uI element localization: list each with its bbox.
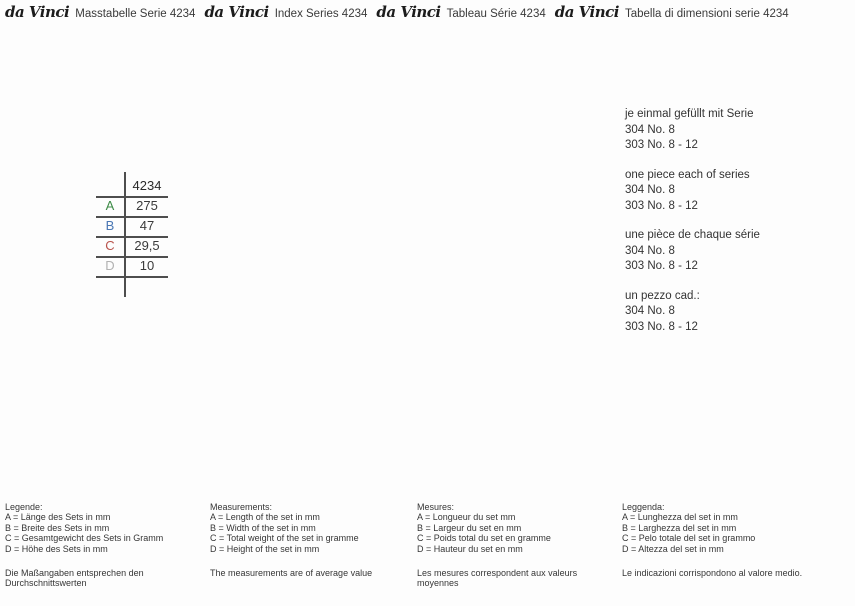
dimension-table — [96, 172, 168, 297]
legend-column-de — [5, 502, 210, 589]
legend-note: Le indicazioni corrispondono al valore medio. — [622, 568, 803, 579]
row-value-a: 275 — [136, 198, 158, 213]
contents-line: 304 No. 8 — [625, 244, 675, 257]
contents-paragraph-en — [625, 168, 835, 215]
row-label-d: D — [105, 258, 115, 273]
davinci-logo: da Vinci — [5, 3, 70, 21]
header-title-fr: Tableau Série 4234 — [446, 8, 546, 20]
contents-paragraph-fr — [625, 228, 835, 275]
header-title-it: Tabella di dimensioni serie 4234 — [625, 8, 789, 20]
legend-section — [5, 502, 855, 589]
row-value-c: 29,5 — [134, 238, 160, 253]
contents-paragraph-it — [625, 289, 835, 336]
legend-item: C = Pelo totale del set in grammo — [622, 533, 756, 544]
contents-paragraph-de — [625, 107, 835, 154]
contents-line: one piece each of series — [625, 168, 750, 181]
header-group-it — [555, 3, 789, 21]
header-group-fr — [376, 3, 545, 21]
legend-item: B = Largeur du set en mm — [417, 522, 522, 533]
legend-item: D = Höhe des Sets in mm — [5, 543, 108, 554]
contents-line: une pièce de chaque série — [625, 229, 760, 241]
legend-column-it — [622, 502, 842, 589]
contents-line: 303 No. 8 - 12 — [625, 139, 698, 151]
legend-item: A = Longueur du set mm — [417, 512, 516, 523]
legend-item: C = Gesamtgewicht des Sets in Gramm — [5, 533, 164, 544]
row-value-d: 10 — [139, 258, 155, 273]
legend-item: D = Altezza del set in mm — [622, 543, 724, 554]
davinci-logo: da Vinci — [204, 3, 269, 21]
legend-title: Measurements: — [210, 502, 273, 512]
contents-line: je einmal gefüllt mit Serie — [625, 108, 754, 120]
row-label-a: A — [105, 198, 115, 213]
legend-title: Leggenda: — [622, 502, 665, 512]
series-number-header: 4234 — [132, 178, 162, 193]
legend-item: C = Poids total du set en gramme — [417, 533, 551, 544]
set-contents-block — [625, 107, 835, 349]
legend-note: Die Maßangaben entsprechen den Durchschnittswerten — [5, 568, 144, 589]
legend-title: Mesures: — [417, 502, 455, 512]
legend-item: C = Total weight of the set in gramme — [210, 533, 359, 544]
legend-item: A = Lunghezza del set in mm — [622, 512, 738, 523]
legend-note: Les mesures correspondent aux valeurs moyennes — [417, 568, 578, 589]
contents-line: 304 No. 8 — [625, 123, 675, 136]
davinci-logo: da Vinci — [554, 3, 619, 21]
legend-column-fr — [417, 502, 622, 589]
legend-item: A = Länge des Sets in mm — [5, 512, 111, 523]
legend-note: The measurements are of average value — [210, 568, 373, 579]
row-label-c: C — [105, 238, 115, 253]
row-label-b: B — [105, 218, 115, 233]
table-rule — [96, 276, 168, 278]
contents-line: un pezzo cad.: — [625, 289, 700, 302]
contents-line: 303 No. 8 - 12 — [625, 260, 698, 272]
legend-item: B = Larghezza del set in mm — [622, 522, 737, 533]
contents-line: 303 No. 8 - 12 — [625, 199, 698, 212]
legend-item: B = Width of the set in mm — [210, 522, 316, 533]
header-title-de: Masstabelle Serie 4234 — [75, 8, 196, 20]
legend-title: Legende: — [5, 502, 43, 512]
header-group-en — [204, 3, 367, 21]
legend-item: A = Length of the set in mm — [210, 512, 320, 523]
page-header — [5, 3, 851, 21]
contents-line: 304 No. 8 — [625, 305, 675, 317]
legend-item: D = Height of the set in mm — [210, 543, 320, 554]
legend-item: B = Breite des Sets in mm — [5, 522, 110, 533]
header-title-en: Index Series 4234 — [274, 8, 368, 20]
contents-line: 303 No. 8 - 12 — [625, 320, 698, 333]
legend-item: D = Hauteur du set en mm — [417, 543, 523, 554]
header-group-de — [5, 3, 195, 21]
legend-column-en — [210, 502, 417, 589]
davinci-logo: da Vinci — [376, 3, 441, 21]
row-value-b: 47 — [139, 218, 155, 233]
contents-line: 304 No. 8 — [625, 184, 675, 196]
